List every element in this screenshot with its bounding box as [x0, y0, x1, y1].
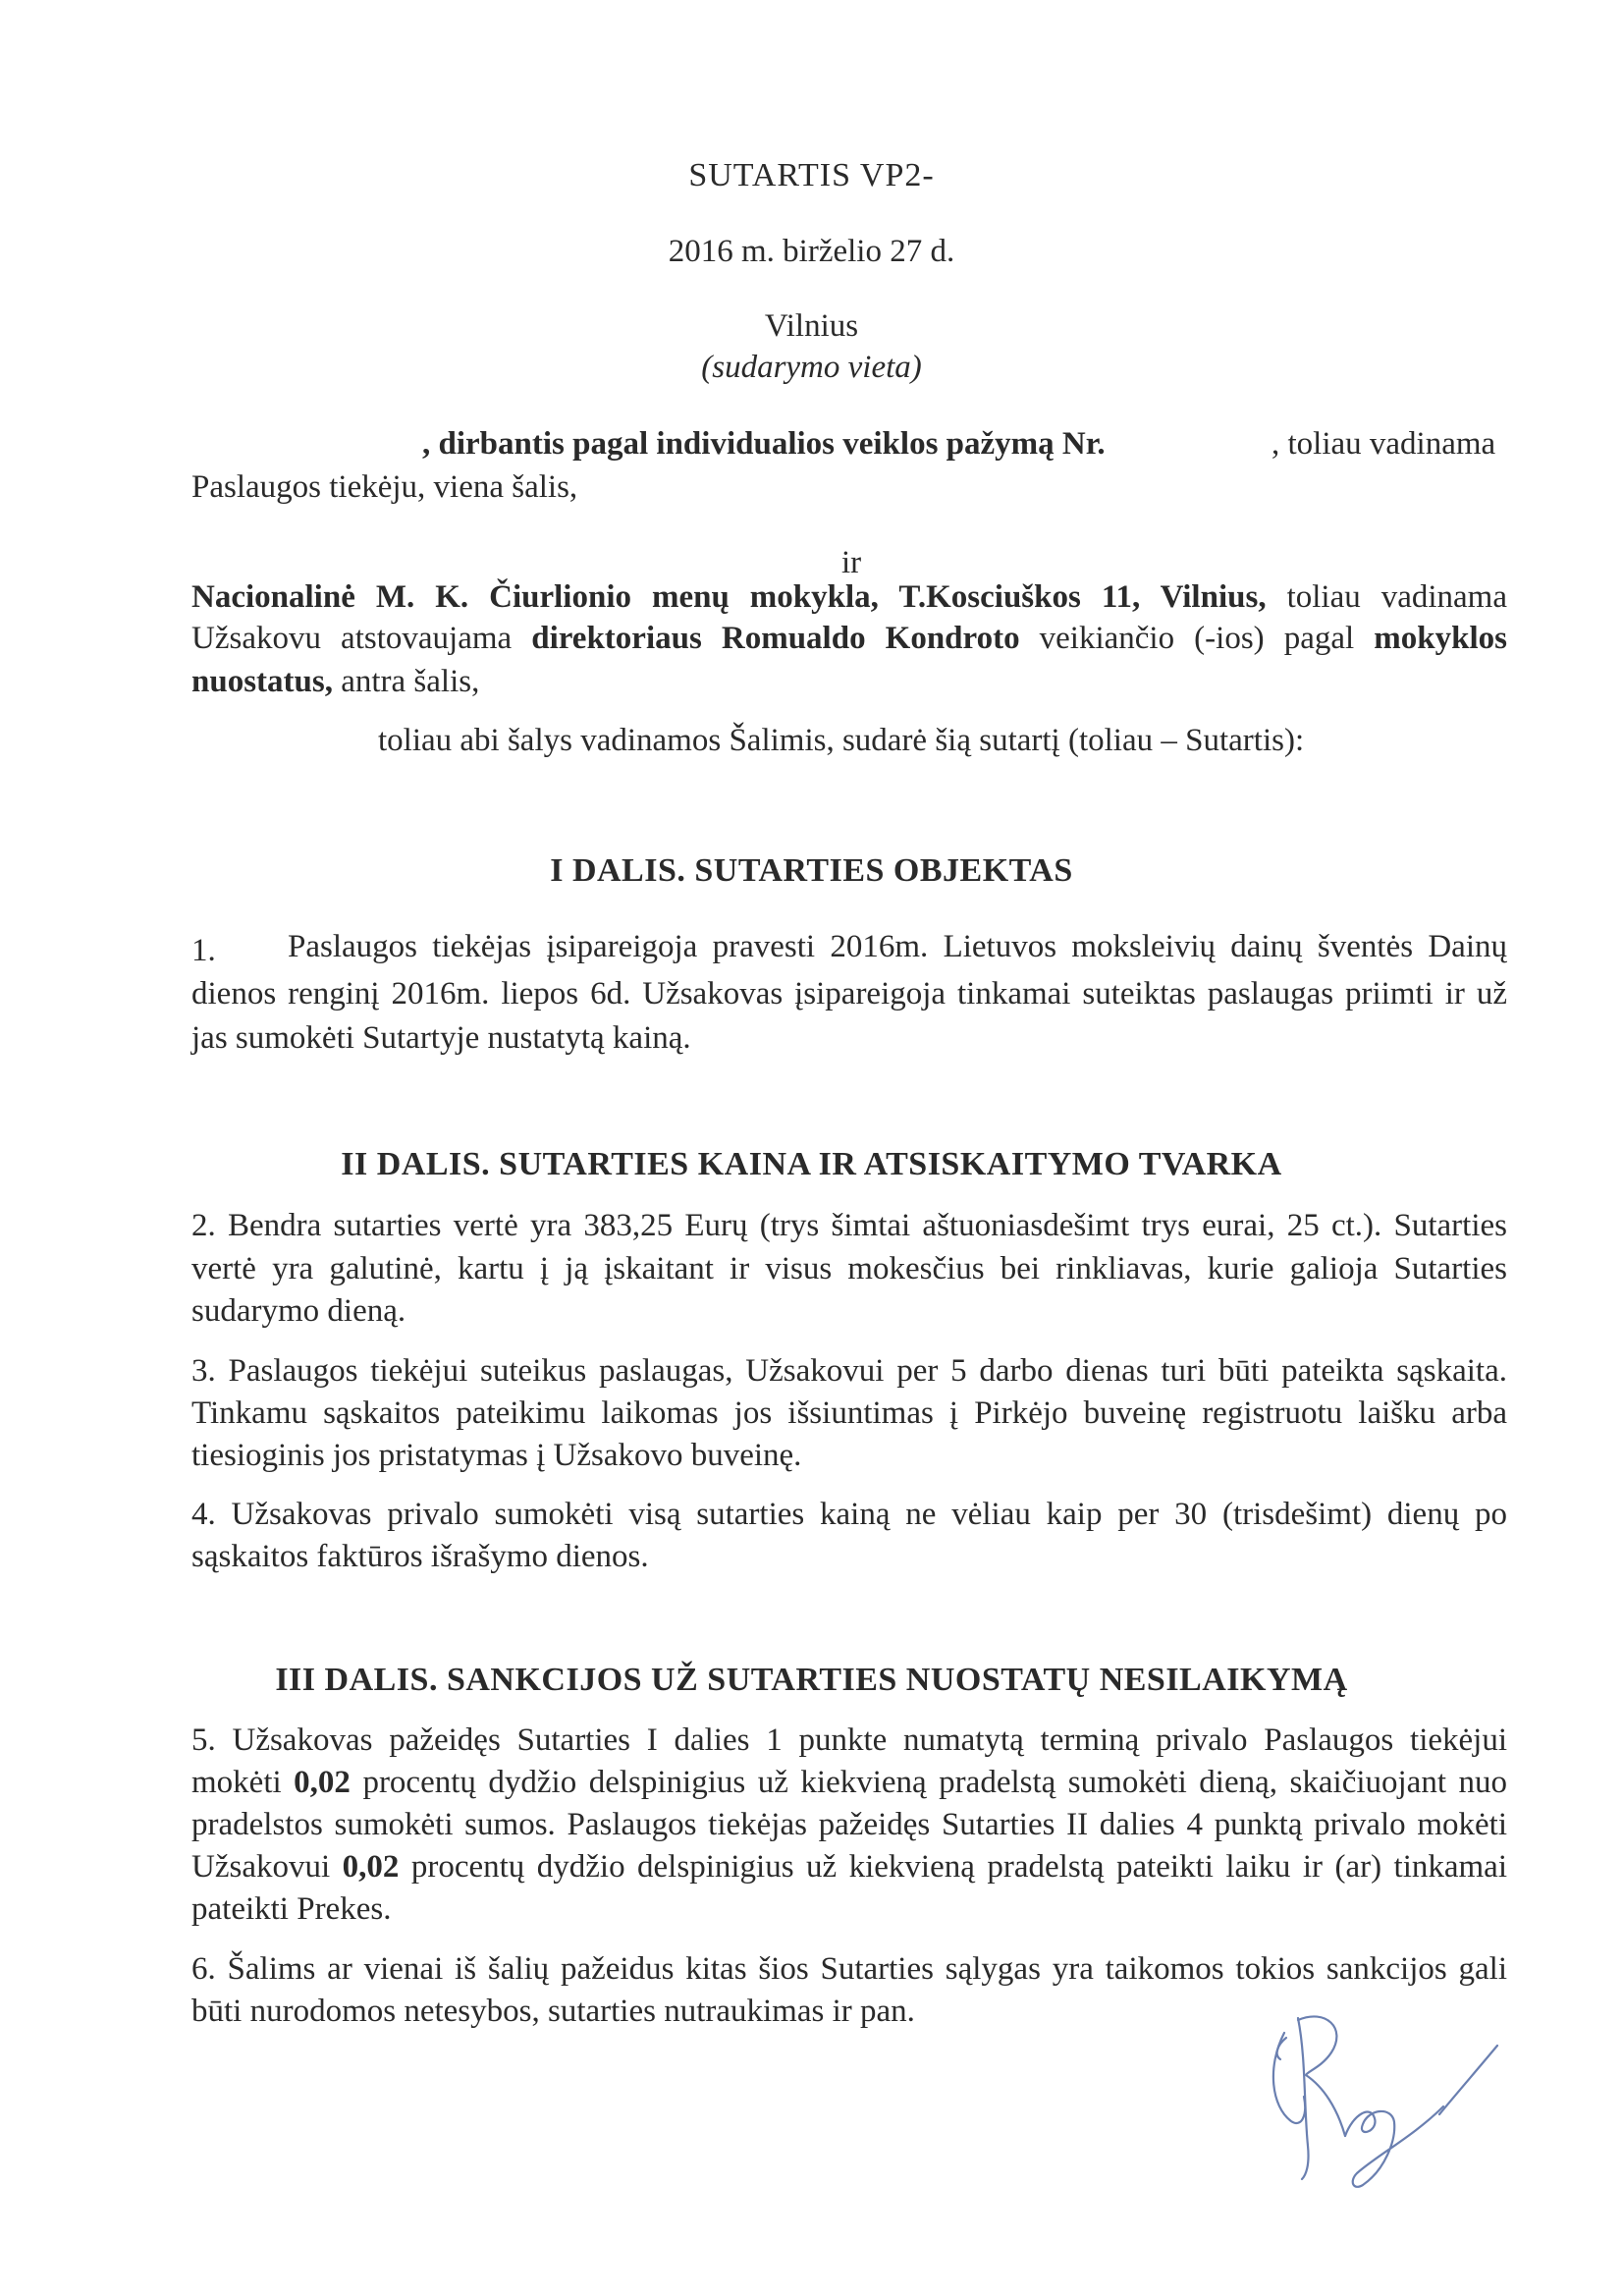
clause-1-line-1: Paslaugos tiekėjas įsipareigoja pravesti 2016m. Lietuvos moksleivių dainų šventės Dainų [288, 929, 1507, 964]
client-statutes-2: nuostatus, [191, 664, 333, 699]
clause-5-client: Užsakovui [191, 1849, 331, 1885]
clause-2-line-3: sudarymo dieną. [191, 1293, 406, 1329]
clause-5-rate-2: 0,02 [342, 1849, 400, 1885]
document-title: SUTARTIS VP2- [688, 157, 935, 193]
client-line-2 [191, 617, 1507, 661]
provider-line-1-tail: , toliau vadinama [1271, 426, 1496, 462]
client-represented: Užsakovu atstovaujama [191, 621, 513, 656]
clause-5-pay: mokėti [191, 1765, 282, 1800]
section-2-heading: II DALIS. SUTARTIES KAINA IR ATSISKAITYMO TVARKA [341, 1146, 1282, 1182]
clause-5-rate: 0,02 [294, 1765, 351, 1800]
document-place-note: (sudarymo vieta) [701, 350, 922, 385]
clause-2-line-2: vertė yra galutinė, kartu į ją įskaitant ir visus mokesčius bei rinkliavas, kurie galioja Sutarties [191, 1251, 1507, 1286]
clause-3-line-3: tiesioginis jos pristatymas į Užsakovo buveinę. [191, 1438, 802, 1473]
client-line-1 [191, 575, 1507, 620]
client-line-1-tail: toliau vadinama [1286, 579, 1507, 615]
signature-icon [1247, 1998, 1502, 2195]
provider-line-1 [422, 428, 1106, 461]
provider-certificate: , dirbantis pagal individualios veiklos pažymą Nr. [422, 426, 1106, 462]
clause-5-penalty-2: procentų dydžio delspinigius už kiekvieną pradelstą pateikti laiku ir (ar) tinkamai [410, 1849, 1508, 1885]
clause-6-line-2: būti nurodomos netesybos, sutarties nutraukimas ir pan. [191, 1994, 915, 2029]
provider-line-2: Paslaugos tiekėju, viena šalis, [191, 469, 578, 505]
clause-3-line-1: 3. Paslaugos tiekėjui suteikus paslaugas, Užsakovui per 5 darbo dienas turi būti pateikta sąskaita. [191, 1353, 1507, 1389]
clause-3-line-2: Tinkamu sąskaitos pateikimu laikomas jos išsiuntimas į Pirkėjo buveinę registruotu laišku arba [191, 1395, 1507, 1431]
client-acting: veikiančio (-ios) pagal [1039, 621, 1355, 656]
document-place: Vilnius [764, 308, 859, 344]
clause-5-line-5: pateikti Prekes. [191, 1891, 392, 1927]
client-name: Nacionalinė M. K. Čiurlionio menų mokykla, T.Kosciuškos 11, Vilnius, [191, 579, 1267, 615]
client-second-party: antra šalis, [341, 664, 480, 699]
client-line-3 [191, 666, 479, 698]
clause-5-penalty: procentų dydžio delspinigius už kiekvieną pradelstą sumokėti dieną, skaičiuojant nuo [362, 1765, 1507, 1800]
clause-1-line-2: dienos renginį 2016m. liepos 6d. Užsakovas įsipareigoja tinkamai suteiktas paslaugas priimti ir už [191, 976, 1507, 1011]
parties-and: ir [841, 545, 862, 580]
clause-6-line-1: 6. Šalims ar vienai iš šalių pažeidus kitas šios Sutarties sąlygas yra taikomos tokios sankcijos gali [191, 1951, 1507, 1987]
client-statutes: mokyklos [1374, 621, 1507, 656]
clause-5-line-4 [191, 1845, 1507, 1889]
clause-1-line-3: jas sumokėti Sutartyje nustatytą kainą. [191, 1020, 691, 1056]
clause-5-line-1: 5. Užsakovas pažeidęs Sutarties I dalies 1 punkte numatytą terminą privalo Paslaugos tiekėjui [191, 1722, 1507, 1758]
clause-2-line-1: 2. Bendra sutarties vertė yra 383,25 Eurų (trys šimtai aštuoniasdešimt trys eurai, 25 ct.). Sutarties [191, 1208, 1507, 1243]
parties-both: toliau abi šalys vadinamos Šalimis, sudarė šią sutartį (toliau – Sutartis): [378, 723, 1305, 758]
clause-5-line-3: pradelstos sumokėti sumos. Paslaugos tiekėjas pažeidęs Sutarties II dalies 4 punktą privalo mokėti [191, 1807, 1507, 1842]
document-date: 2016 m. birželio 27 d. [668, 234, 955, 269]
clause-1-number: 1. [191, 933, 216, 968]
section-3-heading: III DALIS. SANKCIJOS UŽ SUTARTIES NUOSTATŲ NESILAIKYMĄ [275, 1662, 1348, 1698]
clause-5-line-2 [191, 1761, 1507, 1805]
client-director: direktoriaus Romualdo Kondroto [531, 621, 1020, 656]
section-1-heading: I DALIS. SUTARTIES OBJEKTAS [550, 852, 1073, 889]
clause-4-line-2: sąskaitos faktūros išrašymo dienos. [191, 1539, 649, 1574]
clause-4-line-1: 4. Užsakovas privalo sumokėti visą sutarties kainą ne vėliau kaip per 30 (trisdešimt) dienų po [191, 1497, 1507, 1532]
